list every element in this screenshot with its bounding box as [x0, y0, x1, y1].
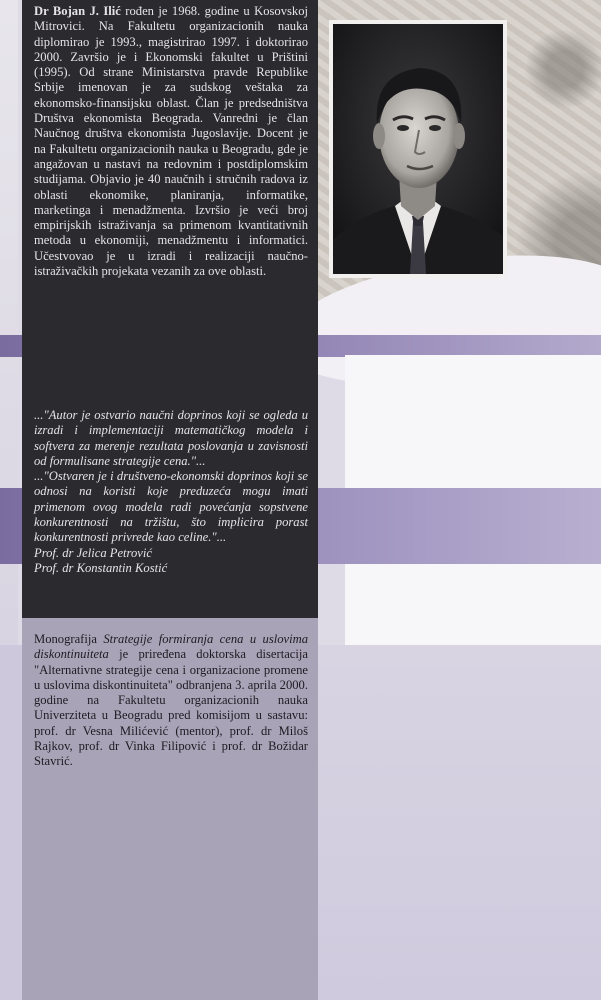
reviewer-name-1: Prof. dr Jelica Petrović	[34, 545, 152, 560]
background-lower-right	[318, 645, 601, 1000]
reviewer-name-2: Prof. dr Konstantin Kostić	[34, 560, 168, 575]
monograph-intro: Monografija	[34, 632, 104, 646]
monograph-title: Strategije formiranja cena u uslovima diskontinuiteta	[34, 632, 308, 662]
review-quotes	[34, 408, 308, 576]
review-quote-2: ..."Ostvaren je i društveno-ekonomski doprinos koji se odnosi na koristi koje preduzeća mogu imati primenom ovog modela radi povećanja sopstvene konkurentnosti na tržištu, što implicira porast konkurentnosti privrede kao celine."...	[34, 469, 308, 545]
author-bio-text: rođen je 1968. godine u Kosovskoj Mitrovici. Na Fakultetu organizacionih nauka diplomirao je 1993., magistrirao 1997. i doktorirao 2000. Završio je i Ekonomski fakultet u Prištini (1995). Od strane Ministarstva pravde Republike Srbije imenovan je za sudskog veštaka za ekonomsko-finansijsku oblast. Član je predsedništva Društva ekonomista Beograda. Vanredni je član Naučnog društva ekonomista Jugoslavije. Docent je na Fakultetu organizacionih nauka u Beogradu, gde je angažovan u nastavi na redovnim i postdiplomskim studijama. Objavio je 40 naučnih i stručnih radova iz oblasti ekonomike, planiranja, informatike, marketinga i menadžmenta. Izvršio je veći broj empirijskih istraživanja sa primenom kvantitativnih metoda u ekonomiji, menadžmentu i informatici. Učestvovao je u izradi i realizaciji naučno-istraživačkih projekata vezanih za ove oblasti.	[34, 4, 308, 279]
author-portrait	[333, 24, 503, 274]
portrait-illustration	[333, 24, 503, 274]
review-quote-1: ..."Autor je ostvario naučni doprinos koji se ogleda u izradi i implementaciji matematičkog modela i softvera za merenje rezultata poslovanja u zavisnosti od formulisane strategije cena."...	[34, 408, 308, 468]
monograph-description	[34, 632, 308, 770]
author-name: Dr Bojan J. Ilić	[34, 4, 121, 18]
author-bio	[34, 4, 308, 279]
monograph-text: je priređena doktorska disertacija "Alternativne strategije cena i organizacione promene u uslovima diskontinuiteta" odbranjena 3. aprila 2000. godine na Fakultetu organizacionih nauka Univerziteta u Beogradu pred komisijom u sastavu: prof. dr Vesna Milićević (mentor), prof. dr Miloš Rajkov, prof. dr Vinka Filipović i prof. dr Božidar Stavrić.	[34, 647, 308, 769]
